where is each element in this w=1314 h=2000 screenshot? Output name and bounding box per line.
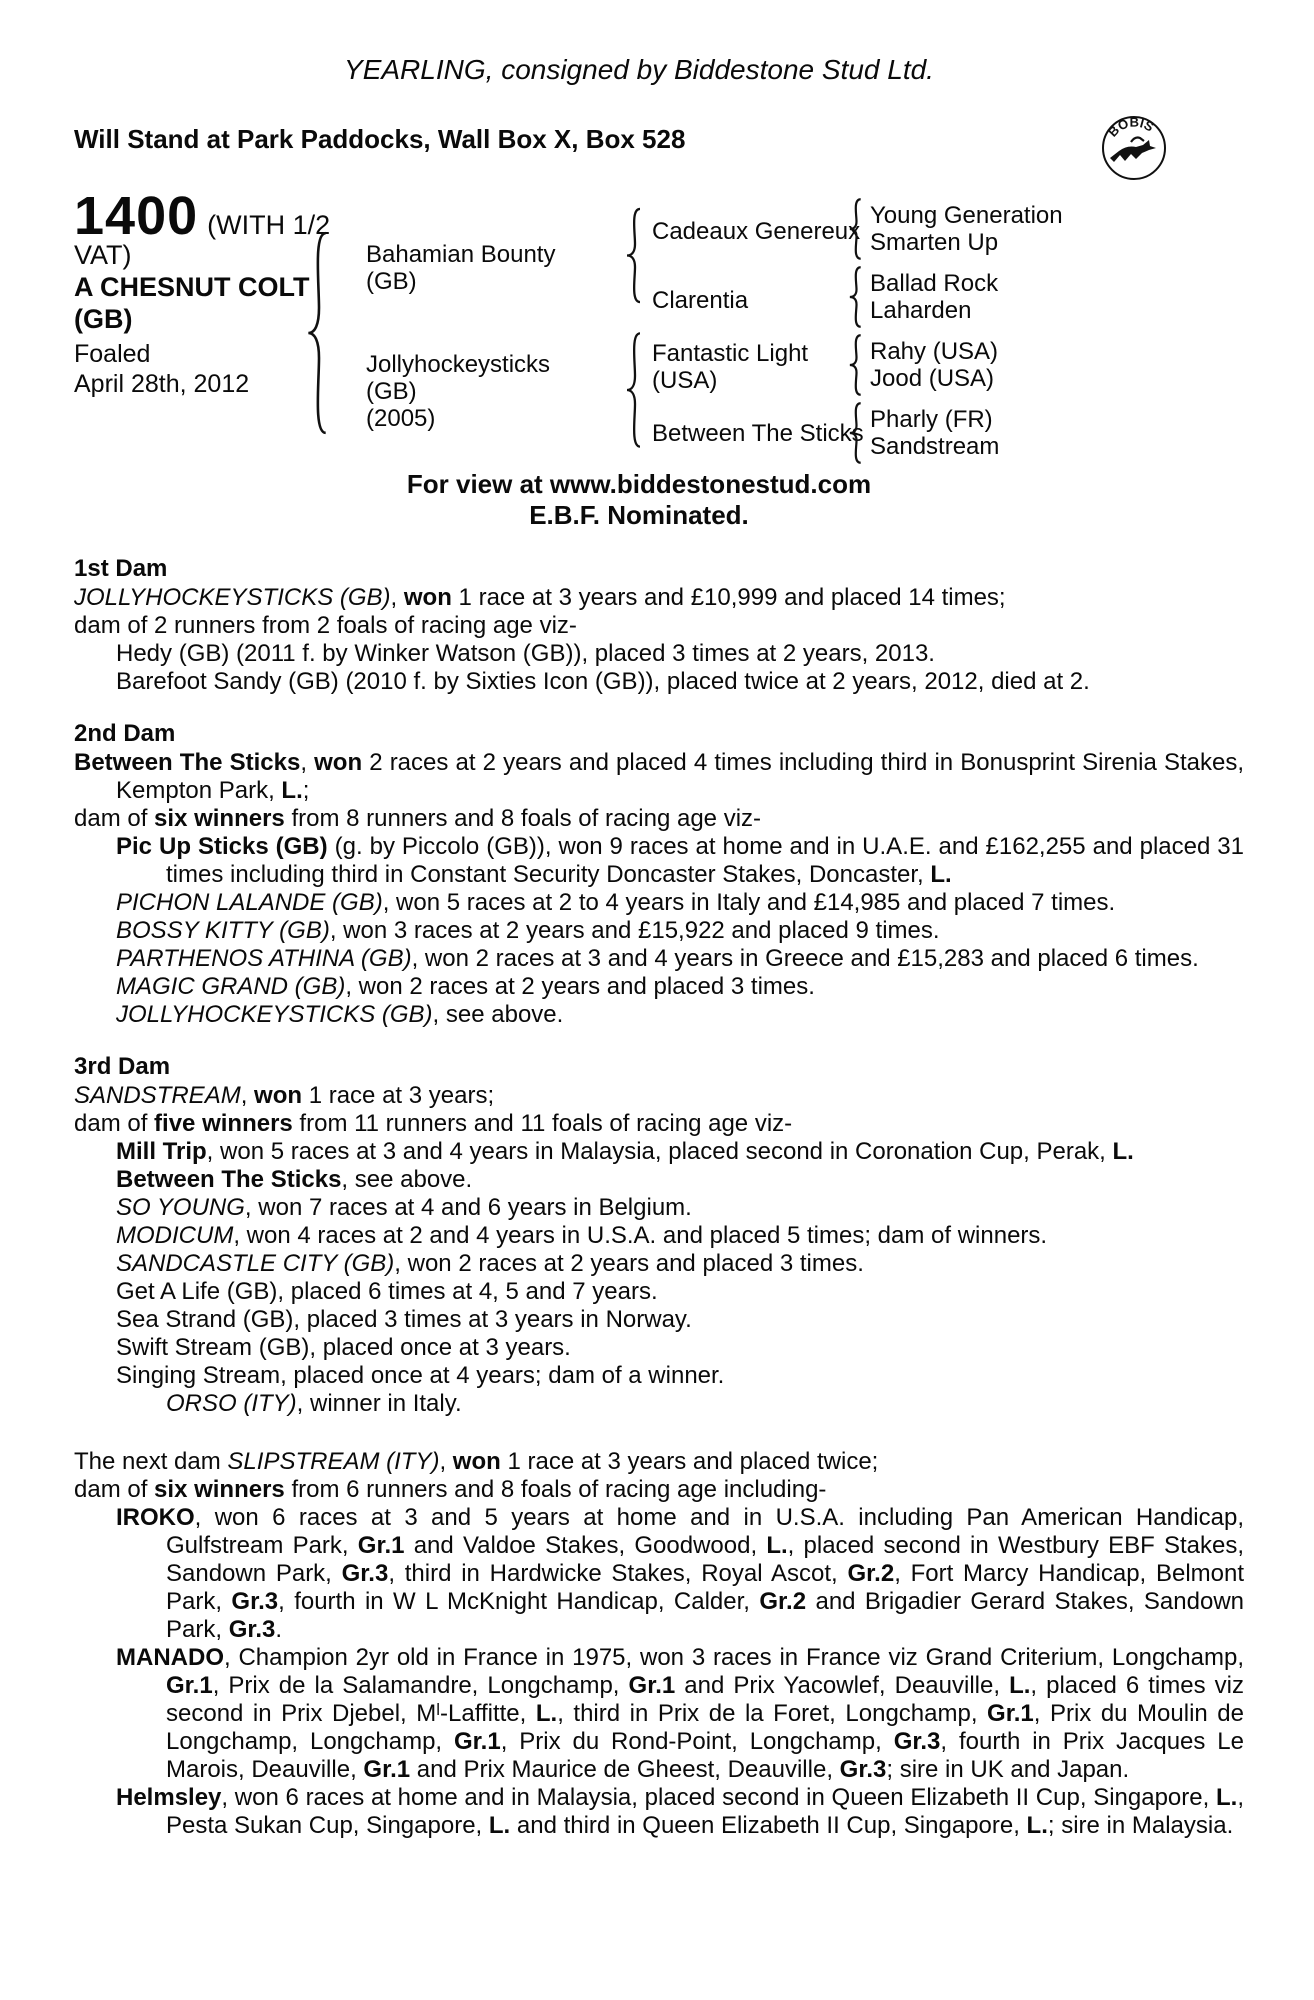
sire-dam: Clarentia	[652, 287, 749, 314]
progeny-entry: Barefoot Sandy (GB) (2010 f. by Sixties Icon (GB)), placed twice at 2 years, 2012, died at 2.	[116, 668, 1090, 695]
progeny-entry: Mill Trip, won 5 races at 3 and 4 years in Malaysia, placed second in Coronation Cup, Perak, L.	[116, 1138, 1134, 1165]
logo-text: BOBIS	[1104, 114, 1157, 140]
g3-name-7: Pharly (FR)	[870, 406, 993, 433]
progeny-entry: Between The Sticks, see above.	[116, 1166, 473, 1193]
produce-summary: dam of 2 runners from 2 foals of racing age viz-	[74, 612, 577, 639]
g3-name-6: Jood (USA)	[870, 365, 995, 392]
colt-suffix: (GB)	[74, 304, 133, 334]
sire-sire: Cadeaux Genereux	[652, 218, 861, 245]
brace-g3-pair1	[844, 198, 864, 260]
progeny-entry: PICHON LALANDE (GB), won 5 races at 2 to 4 years in Italy and £14,985 and placed 7 times.	[116, 889, 1116, 916]
dam-record: SANDSTREAM, won 1 race at 3 years;	[74, 1082, 495, 1109]
progeny-entry: SANDCASTLE CITY (GB), won 2 races at 2 years and placed 3 times.	[116, 1250, 864, 1277]
progeny-entry: MAGIC GRAND (GB), won 2 races at 2 years and placed 3 times.	[116, 973, 815, 1000]
brace-g3-pair3	[844, 334, 864, 396]
progeny-entry: MODICUM, won 4 races at 2 and 4 years in U.S.A. and placed 5 times; dam of winners.	[116, 1222, 1048, 1249]
g3-name-2: Smarten Up	[870, 229, 999, 256]
bobis-logo	[1098, 112, 1170, 184]
brace-generation1	[299, 229, 331, 437]
dam-record: The next dam SLIPSTREAM (ITY), won 1 race at 3 years and placed twice;	[74, 1448, 879, 1475]
foaled-label: Foaled	[74, 340, 151, 368]
racehorse-icon	[1110, 138, 1156, 163]
dam-section-1	[74, 555, 1244, 696]
sire-name-line1: Bahamian Bounty	[366, 241, 556, 268]
section-heading: 1st Dam	[74, 555, 168, 582]
produce-summary: dam of six winners from 6 runners and 8 foals of racing age including-	[74, 1476, 827, 1503]
dam-year: (2005)	[366, 405, 436, 432]
progeny-entry: PARTHENOS ATHINA (GB), won 2 races at 3 and 4 years in Greece and £15,283 and placed 6 times.	[116, 945, 1199, 972]
stand-location-line: Will Stand at Park Paddocks, Wall Box X, Box 528	[74, 124, 686, 154]
dam-record: Between The Sticks, won 2 races at 2 years and placed 4 times including third in Bonusprint Sirenia Stakes, Kempton Park, L.;	[74, 749, 1244, 804]
dam-section-3	[74, 1053, 1244, 1418]
g3-name-3: Ballad Rock	[870, 270, 999, 297]
vat-note-2: VAT)	[74, 240, 132, 270]
g3-name-4: Laharden	[870, 297, 972, 324]
progeny-entry: Pic Up Sticks (GB) (g. by Piccolo (GB)), won 9 races at home and in U.A.E. and £162,255 and placed 31 times including third in Constant Security Doncaster Stakes, Doncaster, L.	[116, 833, 1244, 888]
dam-record: JOLLYHOCKEYSTICKS (GB), won 1 race at 3 years and £10,999 and placed 14 times;	[74, 584, 1006, 611]
progeny-entry: Helmsley, won 6 races at home and in Malaysia, placed second in Queen Elizabeth II Cup, Singapore, L., Pesta Sukan Cup, Singapore, L. and third in Queen Elizabeth II Cup, Singapore, L.; sire in Malaysia.	[116, 1784, 1244, 1839]
pedigree-table	[74, 186, 1244, 460]
progeny-entry: SO YOUNG, won 7 races at 4 and 6 years in Belgium.	[116, 1194, 692, 1221]
progeny-entry: Swift Stream (GB), placed once at 3 years.	[116, 1334, 571, 1361]
dam-name-line1: Jollyhockeysticks	[366, 351, 551, 378]
g3-name-1: Young Generation	[870, 202, 1063, 229]
lot-number: 1400	[74, 186, 199, 246]
dam-dam: Between The Sticks	[652, 420, 864, 447]
next-dam-section	[74, 1448, 1244, 1840]
produce-summary: dam of six winners from 8 runners and 8 foals of racing age viz-	[74, 805, 762, 832]
section-heading: 3rd Dam	[74, 1053, 171, 1080]
dam-sire-line1: Fantastic Light	[652, 340, 809, 367]
progeny-entry: Hedy (GB) (2011 f. by Winker Watson (GB)), placed 3 times at 2 years, 2013.	[116, 640, 935, 667]
brace-dam-parents	[620, 331, 644, 449]
sire-name-line2: (GB)	[366, 268, 417, 295]
colt-description: A CHESNUT COLT	[74, 272, 310, 302]
progeny-entry: JOLLYHOCKEYSTICKS (GB), see above.	[116, 1001, 564, 1028]
vat-note: (WITH 1/2	[207, 210, 331, 240]
g3-name-5: Rahy (USA)	[870, 338, 999, 365]
progeny-entry: BOSSY KITTY (GB), won 3 races at 2 years and £15,922 and placed 9 times.	[116, 917, 940, 944]
dam-name-line2: (GB)	[366, 378, 417, 405]
view-line: For view at www.biddestonestud.com	[406, 469, 872, 499]
foaled-date: April 28th, 2012	[74, 370, 250, 398]
progeny-entry: Singing Stream, placed once at 4 years; dam of a winner.	[116, 1362, 725, 1389]
produce-summary: dam of five winners from 11 runners and 11 foals of racing age viz-	[74, 1110, 793, 1137]
brace-sire-parents	[620, 207, 644, 304]
dam-section-2	[74, 720, 1244, 1029]
progeny-entry: Sea Strand (GB), placed 3 times at 3 years in Norway.	[116, 1306, 692, 1333]
progeny-entry: MANADO, Champion 2yr old in France in 1975, won 3 races in France viz Grand Criterium, Longchamp, Gr.1, Prix de la Salamandre, Longchamp, Gr.1 and Prix Yacowlef, Deauville, L., placed 6 times viz second in Prix Djebel, Mˡ-Laffitte, L., third in Prix de la Foret, Longchamp, Gr.1, Prix du Moulin de Longchamp, Longchamp, Gr.1, Prix du Rond-Point, Longchamp, Gr.3, fourth in Prix Jacques Le Marois, Deauville, Gr.1 and Prix Maurice de Gheest, Deauville, Gr.3; sire in UK and Japan.	[116, 1644, 1244, 1783]
dam-sire	[652, 340, 808, 394]
dam-sire-line2: (USA)	[652, 367, 718, 394]
progeny-entry: Get A Life (GB), placed 6 times at 4, 5 and 7 years.	[116, 1278, 658, 1305]
page-title: YEARLING, consigned by Biddestone Stud Ltd.	[344, 54, 934, 85]
brace-g3-pair2	[844, 266, 864, 328]
sire-name	[366, 241, 555, 295]
grand-progeny-entry: ORSO (ITY), winner in Italy.	[166, 1390, 462, 1417]
ebf-line: E.B.F. Nominated.	[529, 500, 749, 530]
progeny-entry: IROKO, won 6 races at 3 and 5 years at home and in U.S.A. including Pan American Handicap, Gulfstream Park, Gr.1 and Valdoe Stakes, Goodwood, L., placed second in Westbury EBF Stakes, Sandown Park, Gr.3, third in Hardwicke Stakes, Royal Ascot, Gr.2, Fort Marcy Handicap, Belmont Park, Gr.3, fourth in W L McKnight Handicap, Calder, Gr.2 and Brigadier Gerard Stakes, Sandown Park, Gr.3.	[116, 1504, 1245, 1643]
section-heading: 2nd Dam	[74, 720, 176, 747]
dam-name	[366, 351, 550, 432]
g3-name-8: Sandstream	[870, 433, 1000, 460]
brace-g3-pair4	[844, 402, 864, 464]
